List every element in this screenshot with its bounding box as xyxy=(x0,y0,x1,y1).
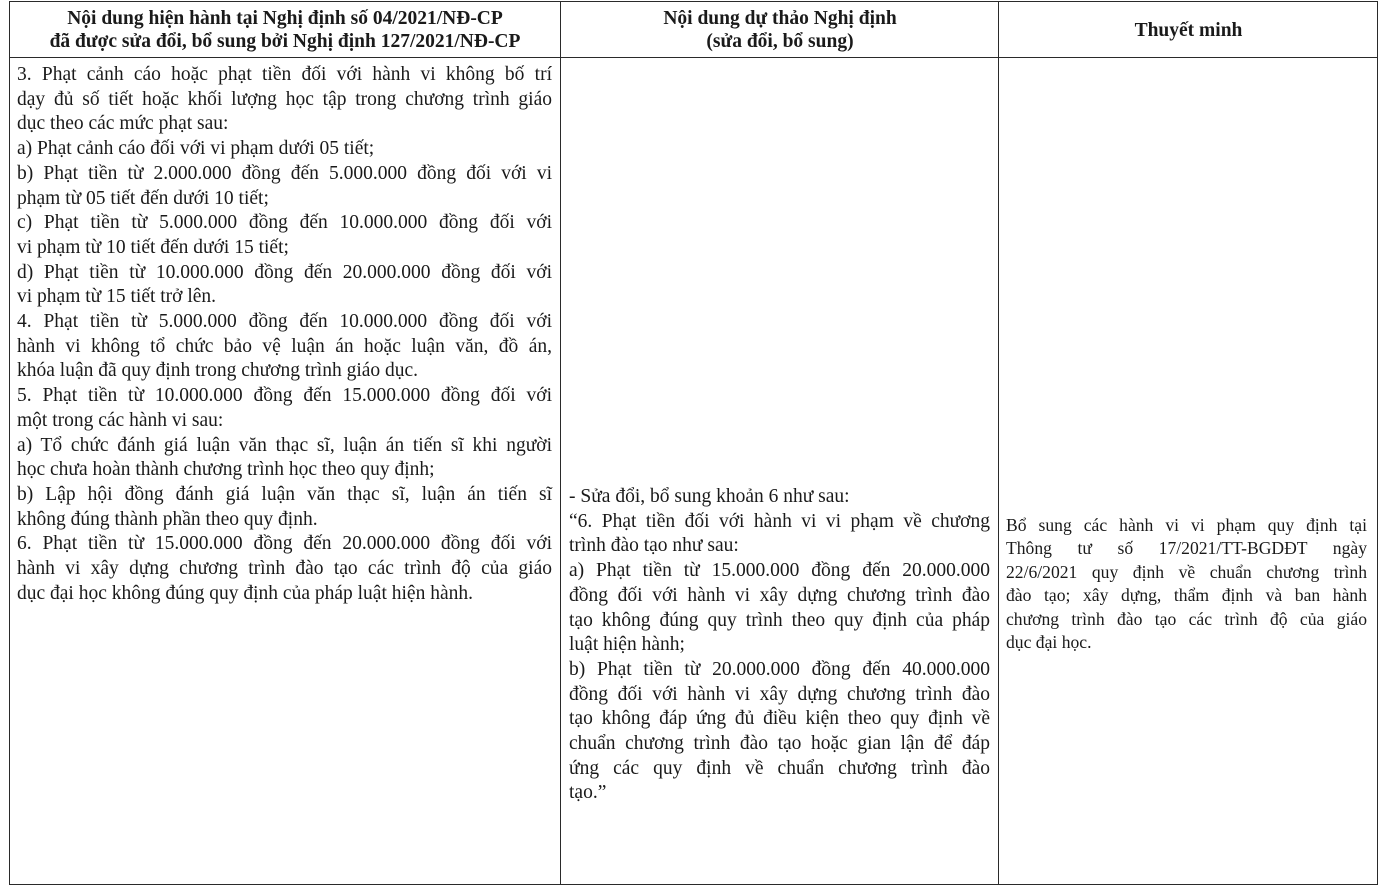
draft-line: b) Phạt tiền từ 20.000.000 đồng đến 40.000.000 xyxy=(569,658,990,680)
explanation-cell xyxy=(1006,514,1367,654)
current-line: dạy đủ số tiết hoặc khối lượng học tập trong chương trình giáo xyxy=(17,88,552,110)
current-line: c) Phạt tiền từ 5.000.000 đồng đến 10.000.000 đồng đối với xyxy=(17,212,552,234)
current-line: 4. Phạt tiền từ 5.000.000 đồng đến 10.000.000 đồng đối với xyxy=(17,311,552,333)
current-line: hành vi không tổ chức bảo vệ luận án hoặc luận văn, đồ án, xyxy=(17,335,552,357)
current-line: vi phạm từ 10 tiết đến dưới 15 tiết; xyxy=(17,236,289,258)
draft-line: đồng đối với hành vi xây dựng chương trình đào xyxy=(569,683,990,705)
current-line: a) Tổ chức đánh giá luận văn thạc sĩ, luận án tiến sĩ khi người xyxy=(17,434,552,456)
explanation-line: chương trình đào tạo các trình độ của giáo xyxy=(1006,608,1367,629)
current-line: dục đại học không đúng quy định của pháp luật hiện hành. xyxy=(17,582,473,604)
current-line: a) Phạt cảnh cáo đối với vi phạm dưới 05 tiết; xyxy=(17,138,375,160)
column-divider-1 xyxy=(560,2,561,884)
draft-line: ứng các quy định về chuẩn chương trình đào xyxy=(569,757,990,779)
draft-line: “6. Phạt tiền đối với hành vi vi phạm về chương xyxy=(569,510,990,532)
draft-line: tạo.” xyxy=(569,782,607,804)
draft-line: luật hiện hành; xyxy=(569,634,685,656)
current-content-cell xyxy=(17,63,552,606)
header-current-line1: Nội dung hiện hành tại Nghị định số 04/2021/NĐ-CP xyxy=(67,8,503,29)
header-draft-content xyxy=(562,4,998,56)
draft-line: - Sửa đổi, bổ sung khoản 6 như sau: xyxy=(569,486,850,507)
current-line: b) Phạt tiền từ 2.000.000 đồng đến 5.000.000 đồng đối với vi xyxy=(17,162,552,184)
draft-line: chuẩn chương trình đào tạo hoặc gian lận để đáp xyxy=(569,733,990,755)
current-line: 3. Phạt cảnh cáo hoặc phạt tiền đối với hành vi không bố trí xyxy=(17,64,552,85)
header-explanation-line1: Thuyết minh xyxy=(1134,19,1243,41)
header-current-content xyxy=(10,4,560,56)
explanation-line: dục đại học. xyxy=(1006,632,1092,653)
draft-line: trình đào tạo như sau: xyxy=(569,535,739,557)
current-line: học chưa hoàn thành chương trình học theo quy định; xyxy=(17,459,435,481)
draft-content-cell xyxy=(569,485,990,806)
current-line: d) Phạt tiền từ 10.000.000 đồng đến 20.000.000 đồng đối với xyxy=(17,261,552,283)
explanation-line: Thông tư số 17/2021/TT-BGDĐT ngày xyxy=(1006,538,1367,559)
draft-line: a) Phạt tiền từ 15.000.000 đồng đến 20.000.000 xyxy=(569,560,990,582)
draft-line: tạo không đáp ứng đủ điều kiện theo quy định về xyxy=(569,708,990,730)
current-line: một trong các hành vi sau: xyxy=(17,409,224,431)
header-current-line2: đã được sửa đổi, bổ sung bởi Nghị định 127/2021/NĐ-CP xyxy=(49,31,521,52)
current-line: vi phạm từ 15 tiết trở lên. xyxy=(17,286,217,308)
header-draft-line1: Nội dung dự thảo Nghị định xyxy=(663,8,897,29)
current-line: khóa luận đã quy định trong chương trình giáo dục. xyxy=(17,360,419,382)
current-line: hành vi xây dựng chương trình đào tạo các trình độ của giáo xyxy=(17,558,552,580)
header-divider xyxy=(10,57,1377,58)
explanation-line: Bổ sung các hành vi vi phạm quy định tại xyxy=(1006,515,1367,535)
draft-line: đồng đối với hành vi xây dựng chương trình đào xyxy=(569,584,990,606)
regulation-comparison-table xyxy=(9,1,1378,885)
current-line: dục theo các mức phạt sau: xyxy=(17,113,229,135)
header-explanation xyxy=(1000,4,1377,56)
column-divider-2 xyxy=(998,2,999,884)
current-line: 5. Phạt tiền từ 10.000.000 đồng đến 15.000.000 đồng đối với xyxy=(17,385,552,407)
current-line: 6. Phạt tiền từ 15.000.000 đồng đến 20.000.000 đồng đối với xyxy=(17,533,552,555)
explanation-line: 22/6/2021 quy định về chuẩn chương trình xyxy=(1006,561,1367,582)
current-line: b) Lập hội đồng đánh giá luận văn thạc sĩ, luận án tiến sĩ xyxy=(17,483,552,505)
draft-line: tạo không đúng quy trình theo quy định của pháp xyxy=(569,609,990,631)
explanation-line: đào tạo; xây dựng, thẩm định và ban hành xyxy=(1006,585,1367,606)
header-draft-line2: (sửa đổi, bổ sung) xyxy=(706,31,854,52)
current-line: không đúng thành phần theo quy định. xyxy=(17,508,318,530)
current-line: phạm từ 05 tiết đến dưới 10 tiết; xyxy=(17,187,269,209)
